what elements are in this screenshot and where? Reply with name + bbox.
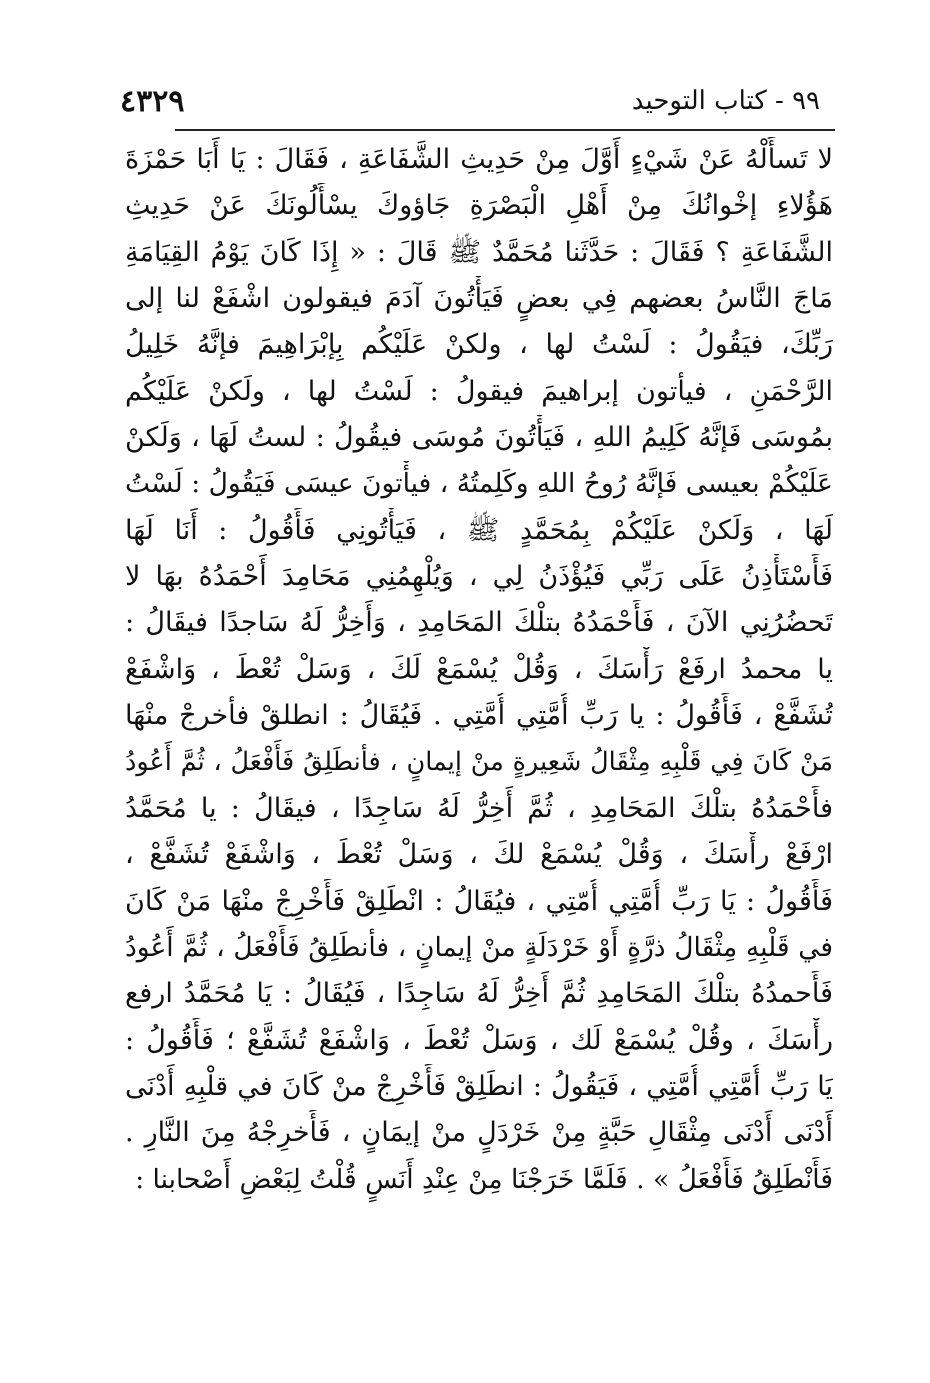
text-line: في قَلْبِهِ مِثْقَالُ ذرَّةٍ أَوْ خَرْدَلَةٍ منْ إيمانٍ ، فأنطَلِقُ فَأَفْعَلُ ، ثُمَّ أَعُودُ <box>125 931 833 963</box>
text-line: مَاجَ النَّاسُ بعضهم فِي بعضٍ فَيَأْتُونَ آدَمَ فيقولون اشْفَعْ لنا إلى <box>125 283 833 315</box>
body-text <box>125 137 833 1203</box>
text-line: الرَّحْمَنِ ، فيأتون إبراهيمَ فيقولُ : لَسْتُ لها ، ولَكنْ عَلَيْكُم <box>125 375 833 407</box>
text-line: لَهَا ، وَلَكنْ عَلَيْكُمْ بِمُحَمَّدٍ ﷺ ، فَيَأْتُونِي فَأَقُولُ : أَنَا لَهَا <box>125 514 833 546</box>
text-line: بمُوسَى فَإنَّهُ كَلِيمُ اللهِ ، فَيَأْتُونَ مُوسَى فيقُولُ : لستُ لَهَا ، وَلَكنْ <box>125 422 833 454</box>
text-line: الشَّفَاعَةِ ؟ فَقَالَ : حَدَّثَنا مُحَمَّدٌ ﷺ قَالَ : « إِذَا كَانَ يَوْمُ القِيَامَةِ <box>125 236 833 268</box>
text-line: يا محمدُ ارفَعْ رَأْسَكَ ، وَقُلْ يُسْمَعْ لَكَ ، وَسَلْ تُعْطَ ، وَاشْفَعْ <box>125 653 833 685</box>
text-line: مَنْ كَانَ فِي قَلْبِهِ مِثْقَالُ شَعِيرةٍ منْ إيمانٍ ، فأنطَلِقُ فَأَفْعَلُ ، ثُمَّ أَعُودُ <box>125 747 833 778</box>
text-line: رَبِّكَ، فيَقُولُ : لَسْتُ لها ، ولكنْ عَلَيْكُم بِإبْرَاهِيمَ فإنَّهُ خَلِيلُ <box>125 329 833 361</box>
text-line: فَأَنْطَلِقُ فَأَفْعَلُ » . فَلَمَّا خَرَجْنَا مِنْ عِنْدِ أَنَسٍ قُلْتُ لِبَعْضِ أَصْحابنا : <box>135 1163 833 1195</box>
running-title: ٩٩ - كتاب التوحيد <box>631 86 820 116</box>
header-divider <box>175 129 835 131</box>
text-line: فَأَحمدُهُ بتلْكَ المَحَامِدِ ثُمَّ أَخِرُّ لَهُ سَاجِدًا ، فَيُقَالُ : يَا مُحَمَّدُ ارفع <box>125 978 833 1010</box>
text-line: عَلَيْكُمْ بعيسى فَإنَّهُ رُوحُ اللهِ وكَلِمتُهُ ، فيأْتونَ عيسَى فَيَقُولُ : لَسْتُ <box>125 468 833 500</box>
text-line: ارْفَعْ رأْسَكَ ، وَقُلْ يُسْمَعْ لكَ ، وَسَلْ تُعْطَ ، وَاشْفَعْ تُشَفَّعْ ، <box>125 839 833 871</box>
page-header <box>120 84 820 124</box>
text-line: يَا رَبِّ أُمَّتِي أُمَّتِي ، فَيَقُولُ : انطَلِقْ فَأَخْرِجْ منْ كَانَ في قلْبِهِ أَدْنَى <box>125 1070 833 1102</box>
text-line: لا تَسأَلْهُ عَنْ شَيْءٍ أَوَّلَ مِنْ حَدِيثِ الشَّفَاعَةِ ، فَقَالَ : يَا أَبَا حَمْزَةَ <box>125 144 833 175</box>
text-line: فَأَسْتَأْذِنُ عَلَى رَبِّي فَيُؤْذَنُ لِي ، وَيُلْهِمُنِي مَحَامِدَ أَحْمَدُهُ بهَا لا <box>125 561 833 593</box>
text-line: أَدْنَى أَدْنَى مِثْقَالِ حَبَّةٍ مِنْ خَرْدَلٍ منْ إيمَانٍ ، فَأَخرِجْهُ مِنَ النَّارِ . <box>125 1117 833 1149</box>
text-line: تَحضُرُنِي الآنَ ، فَأَحْمَدُهُ بتلْكَ المَحَامِدِ ، وَأَخِرُّ لَهُ سَاجدًا فيقَالُ : <box>125 607 833 639</box>
text-line: رأْسَكَ ، وقُلْ يُسْمَعْ لَك ، وَسَلْ تُعْطَ ، وَاشْفَعْ تُشَفَّعْ ؛ فَأَقُولُ : <box>125 1024 833 1056</box>
text-line: فأَحْمَدُهُ بتلْكَ المَحَامِدِ ، ثُمَّ أَخِرُّ لَهُ سَاجِدًا ، فيقَالُ : يا مُحَمَّدُ <box>125 792 833 824</box>
text-line: فَأَقُولُ : يَا رَبِّ أُمَّتِي أُمّتِي ، فيُقَالُ : انْطَلِقْ فَأَخْرِجْ منْهَا مَنْ كَانَ <box>125 885 833 917</box>
text-line: تُشَفَّعْ ، فَأَقُولُ : يا رَبِّ أُمَّتِي أُمَّتِي . فَيُقَالُ : انطلقْ فأخرجْ منْهَا <box>125 700 833 732</box>
page-number: ٤٣٢٩ <box>120 84 185 119</box>
text-line: هَؤُلاءِ إخْوانُكَ مِنْ أَهْلِ الْبَصْرَةِ جَاؤوكَ يسْأَلُونَكَ عَنْ حَدِيثِ <box>125 190 833 222</box>
